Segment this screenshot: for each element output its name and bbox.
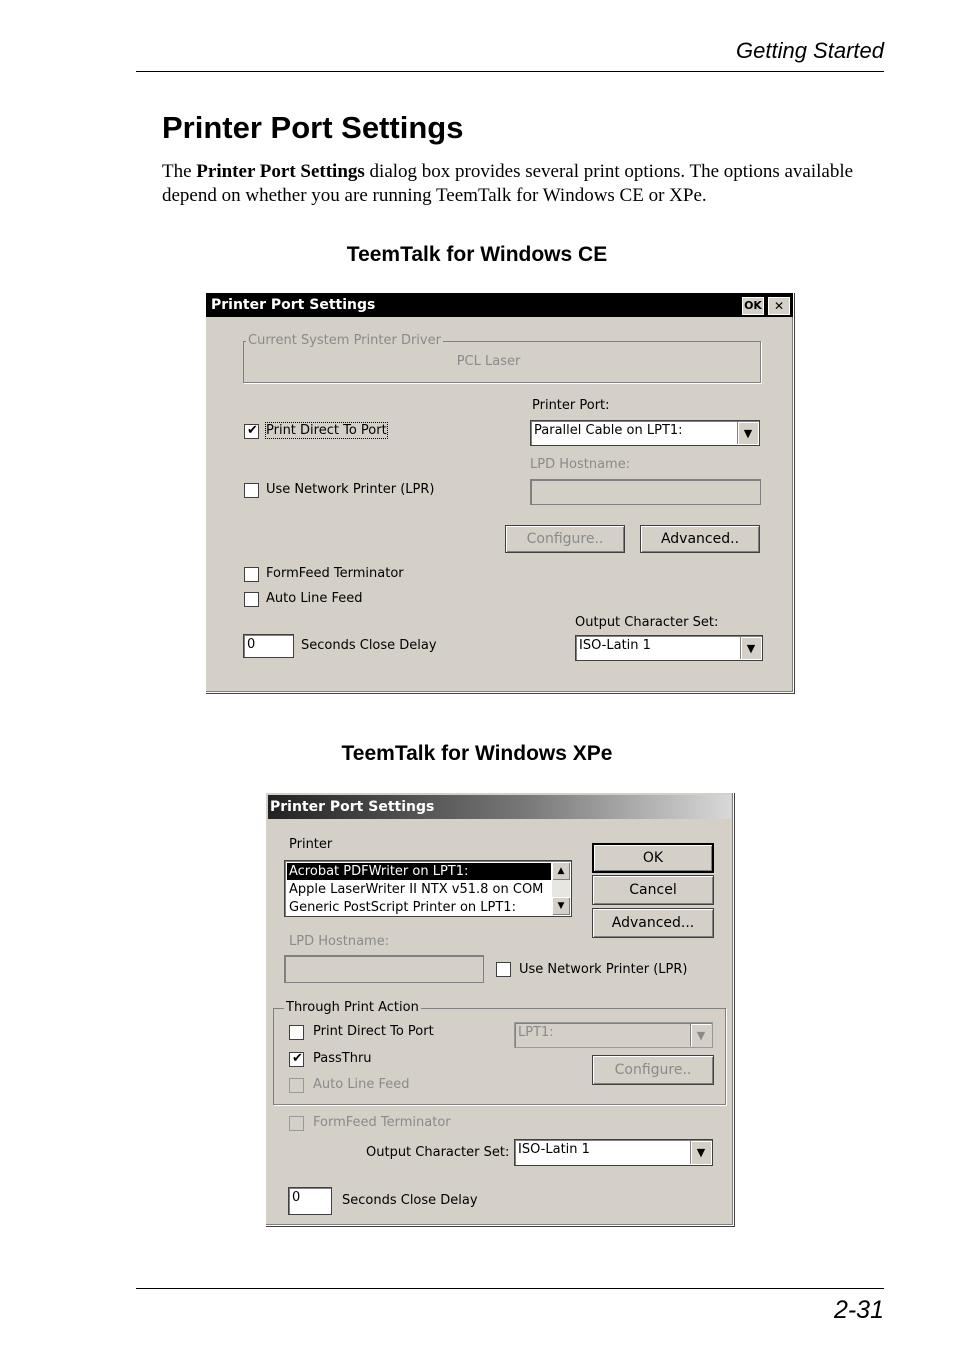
xpe-print-direct-checkbox[interactable] xyxy=(289,1025,304,1040)
ce-print-direct-label: Print Direct To Port xyxy=(266,423,387,438)
ce-print-direct-checkbox[interactable] xyxy=(244,424,259,439)
xpe-advanced-button[interactable]: Advanced... xyxy=(592,908,714,938)
xpe-printer-scrollbar[interactable] xyxy=(552,862,570,915)
xpe-dialog xyxy=(265,792,734,1226)
ce-title-bar xyxy=(206,293,793,317)
xpe-output-cs-select[interactable] xyxy=(514,1139,713,1166)
check-icon: ✔ xyxy=(247,423,258,438)
xpe-output-cs-label: Output Character Set: xyxy=(366,1145,510,1160)
ce-delay-label: Seconds Close Delay xyxy=(301,638,437,653)
xpe-section-title: TeemTalk for Windows XPe xyxy=(341,742,613,765)
check-icon: ✔ xyxy=(292,1051,303,1066)
intro-text-end: dialog box provides several print options. The options available depend on whether you are running TeemTalk for Windows CE or XPe. xyxy=(162,161,854,206)
xpe-printer-label: Printer xyxy=(289,837,333,852)
xpe-ok-button[interactable]: OK xyxy=(592,843,714,873)
xpe-print-direct-label: Print Direct To Port xyxy=(313,1024,434,1039)
ce-configure-button[interactable]: Configure.. xyxy=(505,525,625,553)
scroll-up-icon[interactable]: ▲ xyxy=(552,862,570,880)
ce-output-cs-select[interactable] xyxy=(575,635,763,661)
ce-output-cs-label: Output Character Set: xyxy=(575,615,719,630)
xpe-dialog-title: Printer Port Settings xyxy=(270,799,435,815)
ce-autolf-label: Auto Line Feed xyxy=(266,591,363,606)
chevron-down-icon[interactable]: ▼ xyxy=(740,637,761,659)
intro-bold-term: Printer Port Settings xyxy=(196,161,365,182)
xpe-formfeed-label: FormFeed Terminator xyxy=(313,1115,451,1130)
intro-paragraph xyxy=(162,160,882,208)
xpe-through-group-label: Through Print Action xyxy=(286,1000,419,1015)
ce-advanced-button[interactable]: Advanced.. xyxy=(640,525,760,553)
xpe-passthru-label: PassThru xyxy=(313,1051,372,1066)
running-header: Getting Started xyxy=(736,38,884,63)
page-title: Printer Port Settings xyxy=(162,110,464,145)
ce-lpd-input[interactable] xyxy=(530,479,761,505)
scroll-down-icon[interactable]: ▼ xyxy=(552,897,570,915)
xpe-printer-item[interactable]: Generic PostScript Printer on LPT1: xyxy=(289,900,516,915)
chevron-down-icon[interactable]: ▼ xyxy=(690,1141,711,1164)
ce-section-title: TeemTalk for Windows CE xyxy=(346,243,608,266)
xpe-printer-item[interactable]: Apple LaserWriter II NTX v51.8 on COM xyxy=(289,882,544,897)
xpe-delay-label: Seconds Close Delay xyxy=(342,1193,478,1208)
xpe-port-select[interactable] xyxy=(514,1022,713,1048)
xpe-printer-item-selected[interactable]: Acrobat PDFWriter on LPT1: xyxy=(287,863,551,880)
xpe-autolf-checkbox[interactable] xyxy=(289,1078,304,1093)
ce-printer-port-value: Parallel Cable on LPT1: xyxy=(534,423,683,438)
ce-autolf-checkbox[interactable] xyxy=(244,592,259,607)
xpe-cancel-button[interactable]: Cancel xyxy=(592,875,714,905)
chevron-down-icon[interactable]: ▼ xyxy=(737,422,758,444)
ce-delay-input[interactable]: 0 xyxy=(243,634,294,658)
ce-dialog xyxy=(205,292,794,693)
xpe-passthru-checkbox[interactable] xyxy=(289,1052,304,1067)
chevron-down-icon[interactable]: ▼ xyxy=(690,1024,711,1046)
ce-use-network-label: Use Network Printer (LPR) xyxy=(266,482,435,497)
footer-rule xyxy=(136,1288,884,1289)
ce-formfeed-checkbox[interactable] xyxy=(244,567,259,582)
xpe-printer-list[interactable] xyxy=(284,860,572,917)
xpe-port-value: LPT1: xyxy=(518,1025,554,1040)
xpe-use-network-label: Use Network Printer (LPR) xyxy=(519,962,688,977)
ce-driver-value: PCL Laser xyxy=(456,354,521,369)
xpe-output-cs-value: ISO-Latin 1 xyxy=(518,1142,590,1157)
xpe-delay-input[interactable]: 0 xyxy=(288,1187,332,1215)
xpe-autolf-label: Auto Line Feed xyxy=(313,1077,410,1092)
ce-printer-port-label: Printer Port: xyxy=(532,398,610,413)
xpe-use-network-checkbox[interactable] xyxy=(496,962,511,977)
header-rule xyxy=(136,71,884,72)
ce-close-button[interactable]: ✕ xyxy=(768,297,790,315)
xpe-formfeed-checkbox[interactable] xyxy=(289,1116,304,1131)
xpe-title-bar xyxy=(268,795,731,819)
page-number: 2-31 xyxy=(833,1296,884,1324)
ce-lpd-label: LPD Hostname: xyxy=(530,457,631,472)
ce-output-cs-value: ISO-Latin 1 xyxy=(579,638,651,653)
ce-ok-button[interactable]: OK xyxy=(742,297,764,315)
ce-dialog-title: Printer Port Settings xyxy=(211,297,376,313)
ce-printer-port-select[interactable] xyxy=(530,420,760,446)
intro-text-start: The xyxy=(162,161,197,182)
ce-use-network-checkbox[interactable] xyxy=(244,483,259,498)
ce-driver-group-label: Current System Printer Driver xyxy=(248,333,441,348)
ce-formfeed-label: FormFeed Terminator xyxy=(266,566,404,581)
xpe-lpd-label: LPD Hostname: xyxy=(289,934,390,949)
xpe-configure-button[interactable]: Configure.. xyxy=(592,1055,714,1085)
xpe-lpd-input[interactable] xyxy=(284,955,484,983)
